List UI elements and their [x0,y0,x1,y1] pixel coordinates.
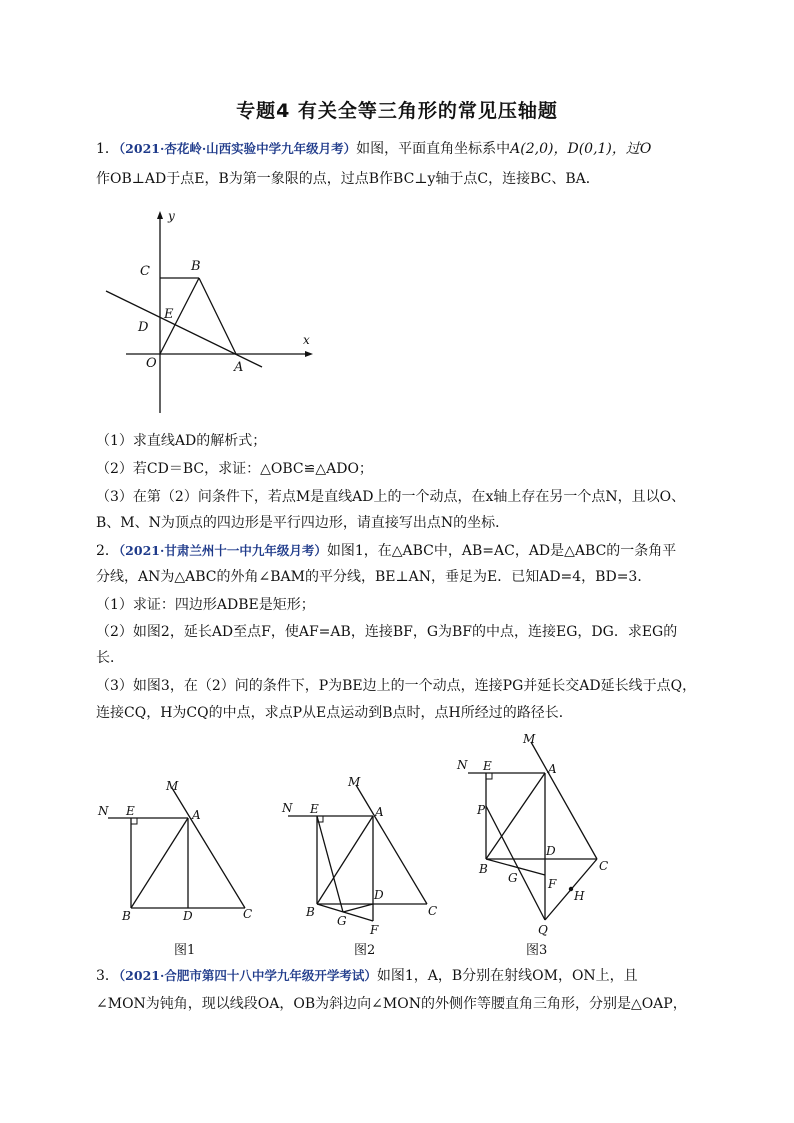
q2-f1-a: A [192,808,201,822]
q1-label-a: A [234,360,244,375]
q2-f2-a: A [375,805,384,819]
q2-f3-c: C [599,859,609,873]
q2-f2-c: C [428,904,438,918]
q2-f3-m: M [523,732,536,746]
q2-f2-b: B [306,905,315,919]
q3-source: （2021·合肥市第四十八中学九年级开学考试） [118,968,377,983]
q3-line-2: ∠MON为钝角，现以线段OA，OB为斜边向∠MON的外侧作等腰直角三角形，分别是△OAP， [96,996,687,1012]
q2-f2-m: M [348,775,361,789]
q2-f2-n: N [282,801,293,815]
q2-f1-m: M [166,779,179,793]
q2-sub-2b: 长． [96,650,124,666]
q1-text-1: 如图，平面直角坐标系中 [356,141,511,157]
q2-f1-e: E [126,804,135,818]
q1-math-1: A(2,0)，D(0,1)，过O [510,141,652,157]
q2-figure-3 [456,732,608,958]
q2-f3-p: P [477,803,486,817]
q1-x-arrow [305,351,313,357]
q1-sub-1: （1）求直线AD的解析式； [96,433,267,449]
q2-f3-b: B [479,862,488,876]
q1-label-c: C [140,264,150,279]
q1-line-2: 作OB⊥AD于点E，B为第一象限的点，过点B作BC⊥y轴于点C，连接BC、BA． [96,171,600,187]
q2-f3-d: D [546,844,556,858]
q2-f3-q: Q [538,923,548,937]
q2-source: （2021·甘肃兰州十一中九年级月考） [118,543,327,558]
q3-number: 3． [96,968,119,984]
q2-f3-h: H [574,889,585,903]
q2-number: 2． [96,543,119,559]
q2-f2-g: G [337,914,347,928]
q2-figures [90,728,630,963]
q2-figure-2 [281,775,437,958]
q1-y-arrow [157,211,163,219]
q2-sub-3b: 连接CQ，H为CQ的中点，求点P从E点运动到B点时，点H所经过的路径长． [96,705,573,721]
q1-label-b: B [191,259,201,274]
q1-sub-3a: （3）在第（2）问条件下，若点M是直线AD上的一个动点，在x轴上存在另一个点N，且以O、 [96,489,686,505]
q2-figure-1 [97,779,252,958]
q2-text-1: 如图1，在△ABC中，AB=AC，AD是△ABC的一条角平 [326,543,677,559]
q2-f1-d: D [183,909,193,923]
q2-caption-2: 图2 [354,943,376,958]
q2-f2-d: D [374,888,384,902]
q2-f3-f: F [548,877,557,891]
q1-label-x: x [303,333,310,347]
q1-sub-2: （2）若CD＝BC，求证：△OBC≌△ADO； [96,461,373,477]
q2-f2-f: F [370,923,379,937]
q2-f3-g: G [508,871,518,885]
q2-sub-2a: （2）如图2，延长AD至点F，使AF=AB，连接BF，G为BF的中点，连接EG，DG．求EG的 [96,624,678,640]
q2-line-1 [96,541,700,561]
q3-line-1 [96,966,700,986]
q2-f1-b: B [122,909,131,923]
q2-sub-3a: （3）如图3，在（2）问的条件下，P为BE边上的一个动点，连接PG并延长交AD延长线于点Q， [96,678,697,694]
q1-label-e: E [164,307,174,322]
q1-label-d: D [138,320,149,335]
q1-label-y: y [168,209,175,223]
page-title: 专题4 有关全等三角形的常见压轴题 [236,100,558,122]
q2-f1-n: N [98,804,109,818]
q3-text-1: 如图1，A，B分别在射线OM，ON上，且 [376,968,638,984]
q2-f3-a: A [548,762,557,776]
q2-sub-1: （1）求证：四边形ADBE是矩形； [96,597,315,613]
q1-label-o: O [146,356,157,371]
q2-f1-c: C [243,907,253,921]
q1-figure [96,205,326,420]
q2-caption-1: 图1 [174,943,196,958]
q2-f2-e: E [310,802,319,816]
q2-caption-3: 图3 [526,943,548,958]
q2-f3-n: N [457,758,468,772]
q2-f3-e: E [483,759,492,773]
q1-segment-ba [199,278,236,354]
q1-line-ad [106,291,262,367]
q1-number: 1． [96,141,119,157]
q1-line-1 [96,139,700,159]
q2-line-2: 分线，AN为△ABC的外角∠BAM的平分线，BE⊥AN，垂足为E．已知AD=4，BD=3． [96,569,652,585]
q1-source: （2021·杏花岭·山西实验中学九年级月考） [118,141,357,156]
q1-sub-3b: B、M、N为顶点的四边形是平行四边形，请直接写出点N的坐标． [96,515,510,531]
